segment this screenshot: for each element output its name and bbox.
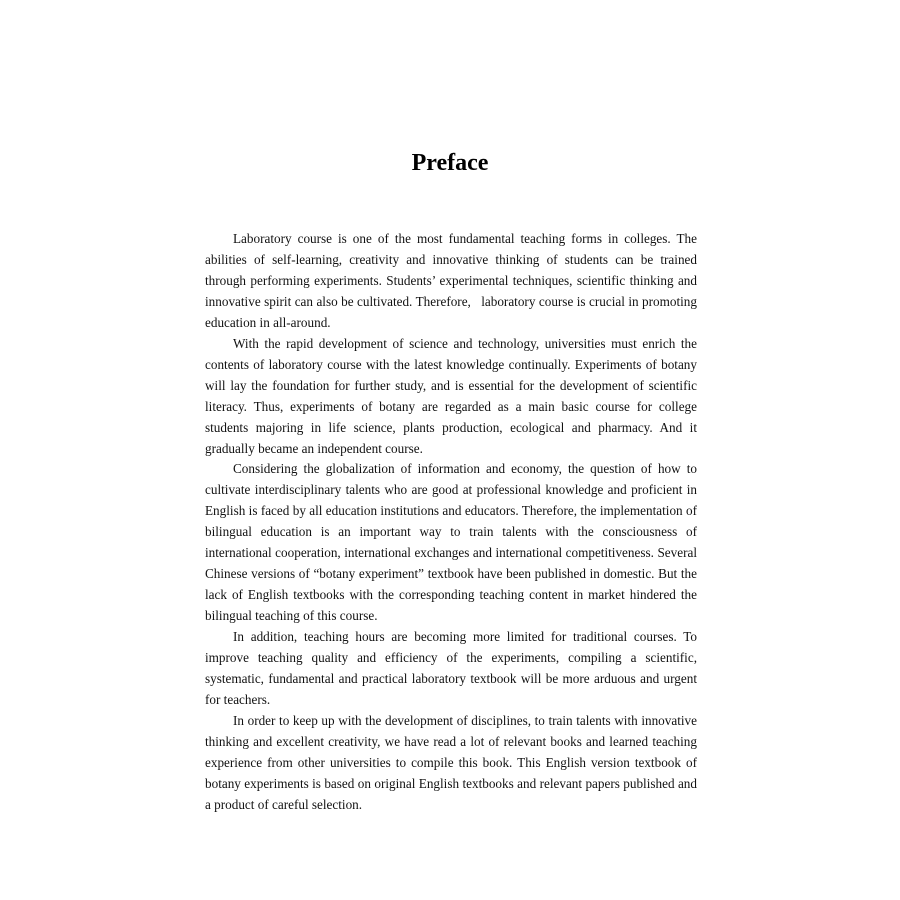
paragraph-2: With the rapid development of science and technology, universities must enrich the contents of laboratory course with the latest knowledge continually. Experiments of botany will lay the foundation for further study, and is essential for the development of scientific literacy. Thus, experiments of botany are regarded as a main basic course for college students majoring in life science, plants production, ecological and pharmacy. And it gradually became an independent course.	[205, 335, 697, 456]
paragraph-5: In order to keep up with the development of disciplines, to train talents with innovative thinking and excellent creativity, we have read a lot of relevant books and learned teaching experience from other universities to compile this book. This English version textbook of botany experiments is based on original English textbooks and relevant papers published and a product of careful selection.	[205, 712, 697, 812]
paragraph-4: In addition, teaching hours are becoming more limited for traditional courses. To improve teaching quality and efficiency of the experiments, compiling a scientific, systematic, fundamental and practical laboratory textbook will be more arduous and urgent for teachers.	[205, 629, 697, 707]
page-title: Preface	[411, 150, 489, 176]
preface-body	[205, 229, 697, 816]
paragraph-1: Laboratory course is one of the most fundamental teaching forms in colleges. The abilities of self-learning, creativity and innovative thinking of students can be trained through performing experiments. Students’ experimental techniques, scientific thinking and innovative spirit can also be cultivated. Therefore, laboratory course is crucial in promoting education in all-around.	[205, 231, 697, 330]
paragraph-3: Considering the globalization of information and economy, the question of how to cultivate interdisciplinary talents who are good at professional knowledge and proficient in English is faced by all education institutions and educators. Therefore, the implementation of bilingual education is an important way to train talents with the consciousness of international cooperation, international exchanges and international competitiveness. Several Chinese versions of “botany experiment” textbook have been published in domestic. But the lack of English textbooks with the corresponding teaching content in market hindered the bilingual teaching of this course.	[205, 461, 697, 624]
